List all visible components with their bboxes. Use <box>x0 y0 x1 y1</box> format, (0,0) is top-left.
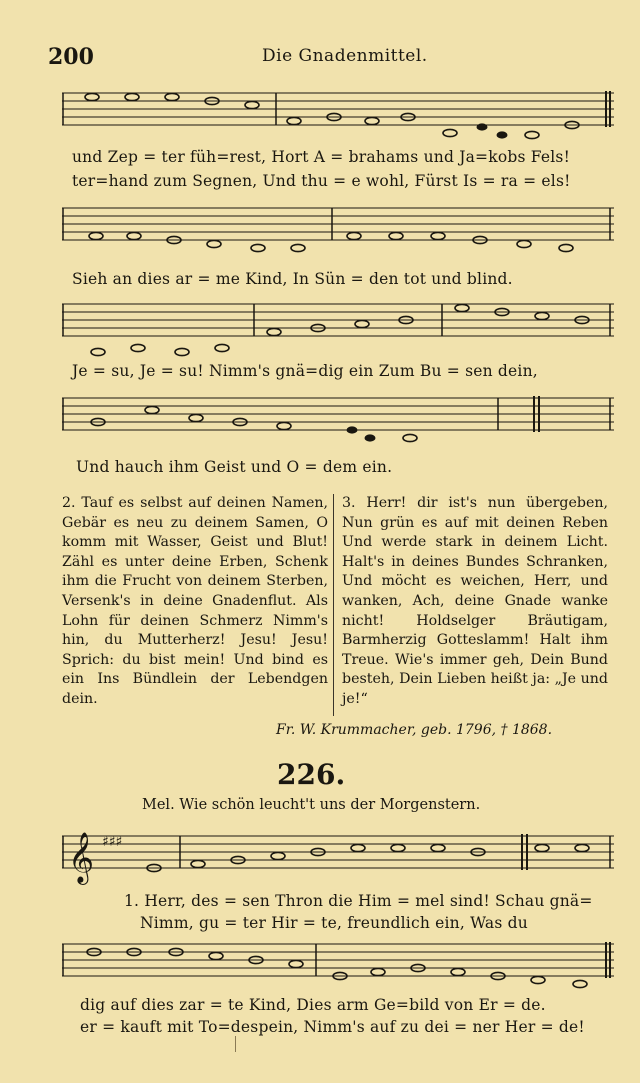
hymn-lyric-line-2: Nimm, gu = ter Hir = te, freundlich ein, Was du <box>140 914 528 932</box>
page-number: 200 <box>48 44 94 70</box>
music-staff-4 <box>62 392 614 448</box>
music-staff-2 <box>62 202 614 256</box>
lyric-line-1: und Zep = ter füh=rest, Hort A = brahams und Ja=kobs Fels! <box>72 148 570 166</box>
verse-divider <box>333 494 334 716</box>
lyric-line-5: Und hauch ihm Geist und O = dem ein. <box>76 458 393 476</box>
paper-mark <box>235 1036 236 1052</box>
attribution: Fr. W. Krummacher, geb. 1796, † 1868. <box>276 722 553 738</box>
music-staff-1 <box>62 87 614 141</box>
music-staff-5 <box>62 826 614 888</box>
melody-reference: Mel. Wie schön leucht't uns der Morgenstern. <box>142 797 481 813</box>
page-title: Die Gnadenmittel. <box>262 46 428 66</box>
lyric-line-4: Je = su, Je = su! Nimm's gnä=dig ein Zum Bu = sen dein, <box>72 362 538 380</box>
hymn-lyric-line-1: 1. Herr, des = sen Thron die Him = mel sind! Schau gnä= <box>124 892 593 910</box>
treble-clef-icon: 𝄞 <box>68 832 95 883</box>
hymn-lyric-line-3: dig auf dies zar = te Kind, Dies arm Ge=bild von Er = de. <box>80 996 546 1014</box>
lyric-line-2: ter=hand zum Segnen, Und thu = e wohl, Fürst Is = ra = els! <box>72 172 571 190</box>
verse-2: 2. Tauf es selbst auf deinen Namen, Gebär es neu zu deinem Samen, O komm mit Wasser, Geist und Blut! Zähl es unter deine Erben, Schenk ihm die Frucht von deinem Sterben, Versenk's in deine Gnadenflut. Als Lohn für deinen Schmerz Nimm's hin, du Mutterherz! Jesu! Jesu! Sprich: du bist mein! Und bind es ein Ins Bündlein der Lebendgen dein. <box>62 495 328 707</box>
hymn-lyric-line-4: er = kauft mit To=despein, Nimm's auf zu dei = ner Her = de! <box>80 1018 585 1036</box>
sharp-signs-icon: ♯♯♯ <box>102 834 123 850</box>
music-staff-6 <box>62 938 614 992</box>
verse-3: 3. Herr! dir ist's nun übergeben, Nun grün es auf mit deinen Reben Und werde stark in deinem Licht. Halt's in deines Bundes Schranken, Und möcht es weichen, Herr, und wanken, Ach, deine Gnade wanke nicht! Holdselger Bräutigam, Barmherzig Gotteslamm! Halt ihm Treue. Wie's immer geh, Dein Bund besteh, Dein Lieben heißt ja: „Je und je!“ <box>342 495 608 707</box>
music-staff-3 <box>62 298 614 358</box>
hymn-number: 226. <box>277 758 346 791</box>
lyric-line-3: Sieh an dies ar = me Kind, In Sün = den tot und blind. <box>72 270 513 288</box>
